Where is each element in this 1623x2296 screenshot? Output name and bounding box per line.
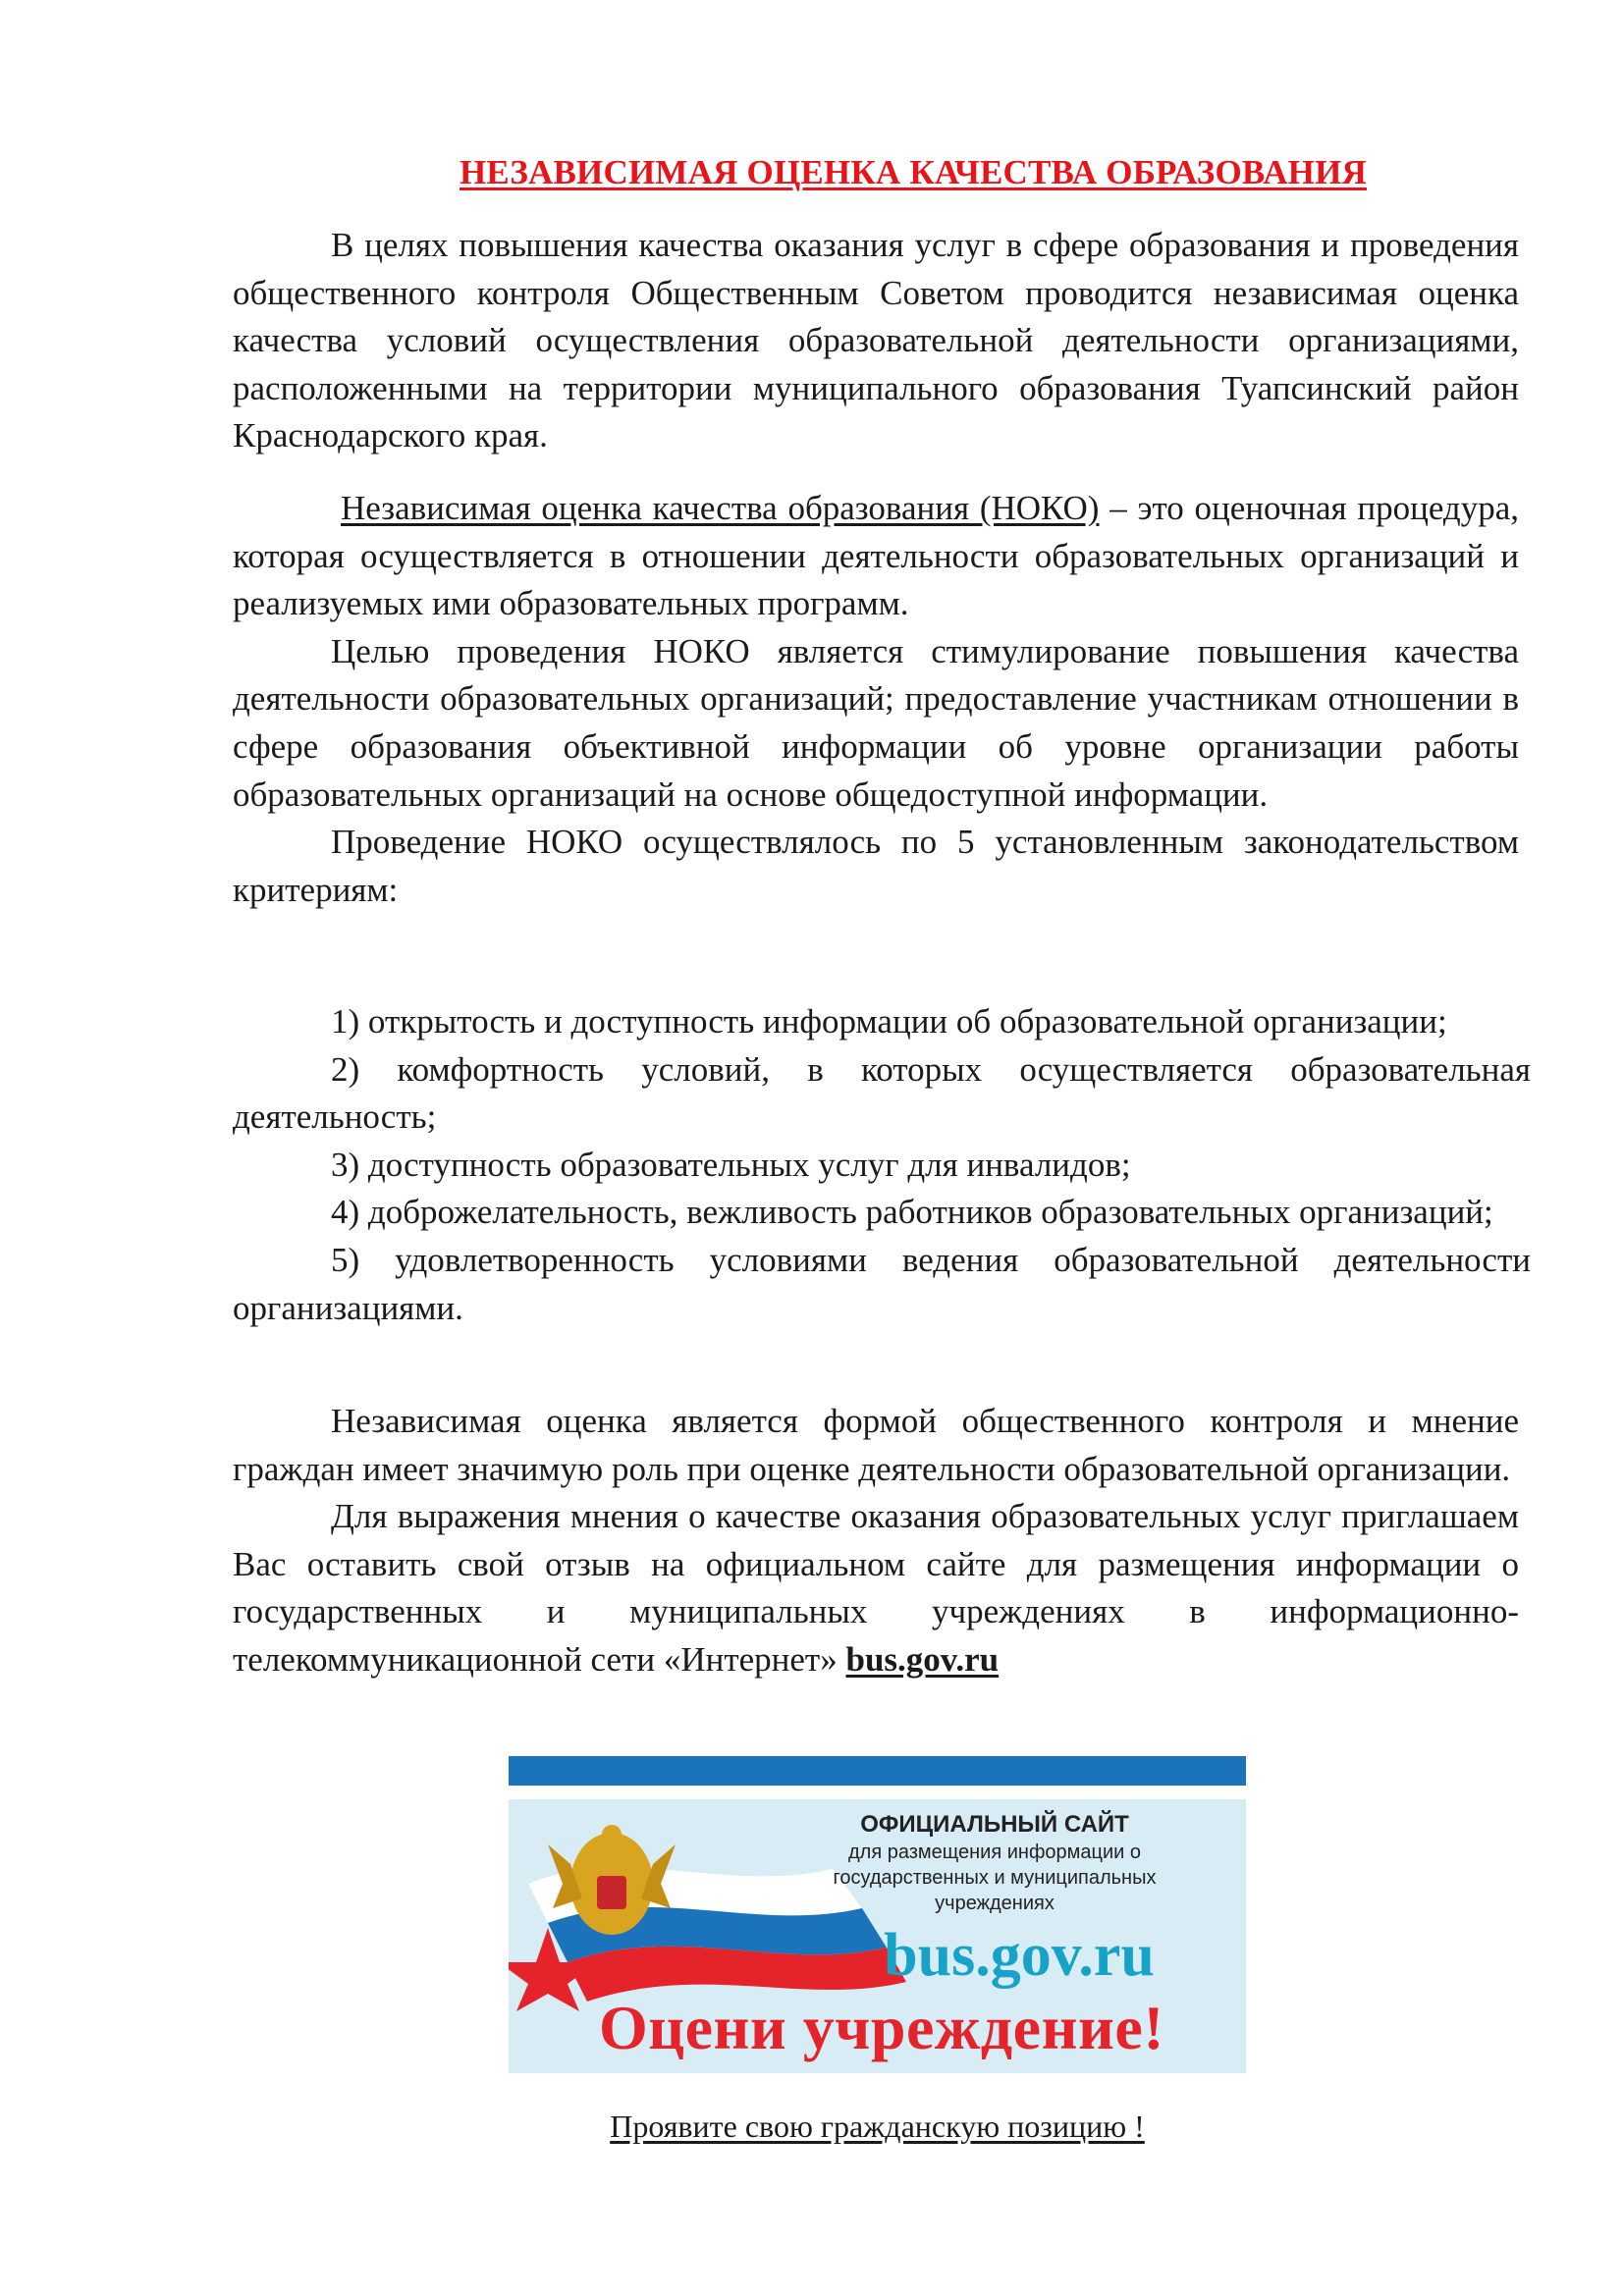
criteria-item: 3) доступность образовательных услуг для инвалидов; [331,1145,1131,1184]
definition-text: – это оценочная процедура, которая осуществляется в отношении деятельности образовательных организаций и реализуемых ими образовательных программ. [233,489,1519,623]
closing-section [233,1398,1519,1684]
invitation-paragraph [233,1493,1519,1683]
banner-call-to-action: Оцени учреждение! [598,1993,1165,2062]
banner-subtitle: для размещения информации о [847,1842,1142,1863]
criteria-item: 5) удовлетворенность условиями ведения образовательной деятельности организациями. [233,1240,1531,1327]
definition-term: Независимая оценка качества образования (НОКО) [341,489,1100,527]
banner-heading-block [764,1810,1225,1916]
banner-heading: ОФИЦИАЛЬНЫЙ САЙТ [860,1811,1129,1838]
banner-subtitle: государственных и муниципальных [833,1867,1157,1889]
bus-gov-banner[interactable] [509,1756,1246,2073]
banner-top-stripe [509,1756,1246,1786]
closing-line: Проявите свою гражданскую позицию ! [610,2109,1145,2144]
criteria-item: 4) доброжелательность, вежливость работников образовательных организаций; [331,1193,1493,1232]
banner-white-stripe [509,1786,1246,1799]
definition-paragraph [233,485,1519,628]
invitation-text: Для выражения мнения о качестве оказания образовательных услуг приглашаем Вас оставить свой отзыв на официальном сайте для размещения информации о государственных и муниципальных учреждениях в информационно-телекоммуникационной сети «Интернет» [233,1497,1519,1679]
criteria-list [233,998,1531,1332]
criteria-intro: Проведение НОКО осуществлялось по 5 установленным законодательством критериям: [233,823,1519,909]
page-title: НЕЗАВИСИМАЯ ОЦЕНКА КАЧЕСТВА ОБРАЗОВАНИЯ [459,153,1368,191]
main-section [233,485,1519,914]
public-control-paragraph: Независимая оценка является формой общественного контроля и мнение граждан имеет значимую роль при оценке деятельности образовательной организации. [233,1402,1519,1488]
banner-url: bus.gov.ru [884,1922,1155,1989]
bus-gov-link[interactable]: bus.gov.ru [845,1639,1000,1679]
goal-paragraph: Целью проведения НОКО является стимулирование повышения качества деятельности образовательных организаций; предоставление участникам отношении в сфере образования объективной информации об уровне организации работы образовательных организаций на основе общедоступной информации. [233,631,1519,814]
criteria-item: 2) комфортность условий, в которых осуществляется образовательная деятельность; [233,1049,1531,1137]
intro-paragraph: В целях повышения качества оказания услуг в сфере образования и проведения общественного контроля Общественным Советом проводится независимая оценка качества условий осуществления образовательной деятельности организациями, расположенными на территории муниципального образования Туапсинский район Краснодарского края. [233,226,1519,455]
criteria-item: 1) открытость и доступность информации об образовательной организации; [331,1002,1447,1041]
banner-subtitle: учреждениях [935,1893,1055,1914]
intro-section [233,222,1519,460]
